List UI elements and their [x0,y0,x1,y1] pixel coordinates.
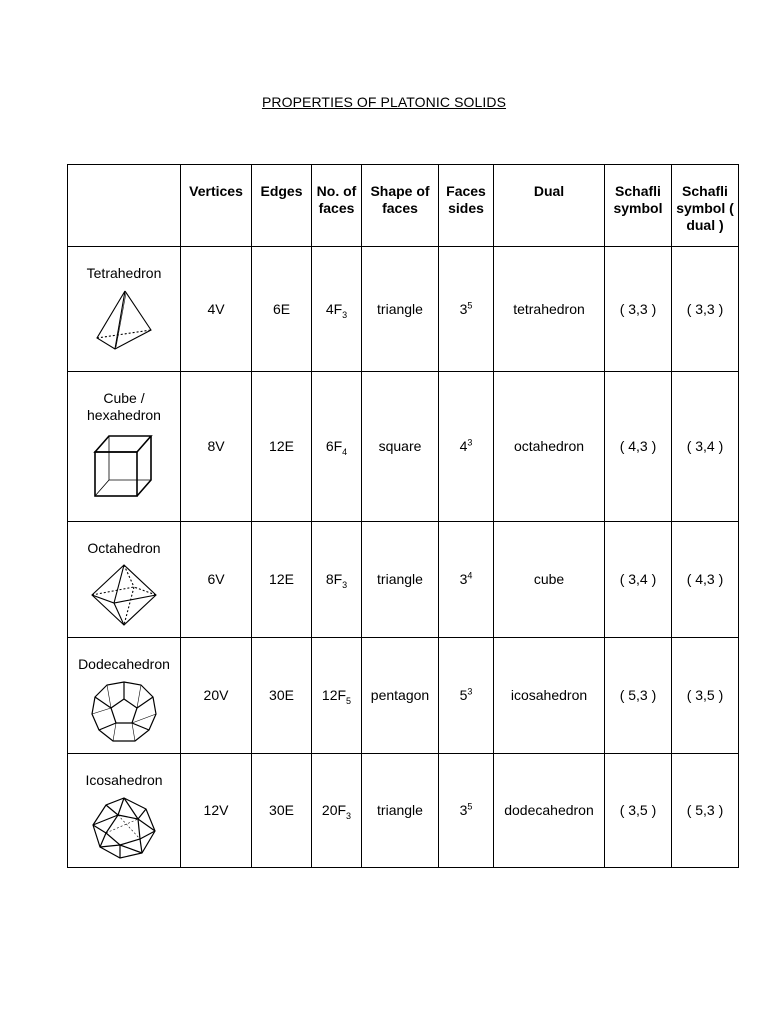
solid-name: Cube / hexahedron [87,390,161,423]
solid-cell [68,247,181,372]
shape-cell: triangle [362,754,439,868]
faces-cell: $4F_3$ [312,247,362,372]
schafli-dual-cell: ( 5,3 ) [672,754,739,868]
sides-cell: $3^5$ [439,754,494,868]
edges-cell: 12E [252,372,312,522]
dual-cell: dodecahedron [494,754,605,868]
sides-cell: $3^5$ [439,247,494,372]
solid-cell [68,638,181,754]
vertices-cell: 20V [181,638,252,754]
dual-cell: cube [494,522,605,638]
table-row [68,754,739,868]
solid-name: Icosahedron [85,772,163,788]
header-solid [68,165,181,247]
solid-name: Octahedron [87,540,161,556]
header-edges: Edges [252,165,312,247]
cube-icon [89,430,159,502]
faces-cell: $6F_4$ [312,372,362,522]
header-faces: No. of faces [312,165,362,247]
header-shape: Shape of faces [362,165,439,247]
solid-cell [68,754,181,868]
octahedron-icon [88,563,160,629]
page-title: PROPERTIES OF PLATONIC SOLIDS [261,94,507,110]
shape-cell: triangle [362,247,439,372]
table-row [68,638,739,754]
faces-cell: $12F_5$ [312,638,362,754]
header-dual: Dual [494,165,605,247]
schafli-cell: ( 4,3 ) [605,372,672,522]
schafli-dual-cell: ( 3,5 ) [672,638,739,754]
header-sides: Faces sides [439,165,494,247]
sides-cell: $5^3$ [439,638,494,754]
shape-cell: pentagon [362,638,439,754]
schafli-dual-cell: ( 3,4 ) [672,372,739,522]
faces-cell: $8F_3$ [312,522,362,638]
edges-cell: 6E [252,247,312,372]
schafli-cell: ( 3,5 ) [605,754,672,868]
sides-cell: $3^4$ [439,522,494,638]
schafli-dual-cell: ( 4,3 ) [672,522,739,638]
vertices-cell: 8V [181,372,252,522]
header-schafli-dual: Schafli symbol ( dual ) [672,165,739,247]
schafli-cell: ( 3,4 ) [605,522,672,638]
header-schafli: Schafli symbol [605,165,672,247]
dual-cell: icosahedron [494,638,605,754]
table-row [68,522,739,638]
solid-cell [68,372,181,522]
schafli-cell: ( 3,3 ) [605,247,672,372]
vertices-cell: 6V [181,522,252,638]
vertices-cell: 4V [181,247,252,372]
icosahedron-icon [90,795,158,861]
dual-cell: tetrahedron [494,247,605,372]
header-row [68,165,739,247]
edges-cell: 30E [252,638,312,754]
solid-name: Dodecahedron [78,656,170,672]
table-row [68,372,739,522]
shape-cell: square [362,372,439,522]
table-row [68,247,739,372]
schafli-dual-cell: ( 3,3 ) [672,247,739,372]
edges-cell: 12E [252,522,312,638]
shape-cell: triangle [362,522,439,638]
platonic-solids-table [67,164,739,868]
solid-name: Tetrahedron [86,265,162,281]
sides-cell: $4^3$ [439,372,494,522]
faces-cell: $20F_3$ [312,754,362,868]
dual-cell: octahedron [494,372,605,522]
vertices-cell: 12V [181,754,252,868]
tetrahedron-icon [89,288,159,352]
solid-cell [68,522,181,638]
header-vertices: Vertices [181,165,252,247]
schafli-cell: ( 5,3 ) [605,638,672,754]
edges-cell: 30E [252,754,312,868]
dodecahedron-icon [89,679,159,745]
